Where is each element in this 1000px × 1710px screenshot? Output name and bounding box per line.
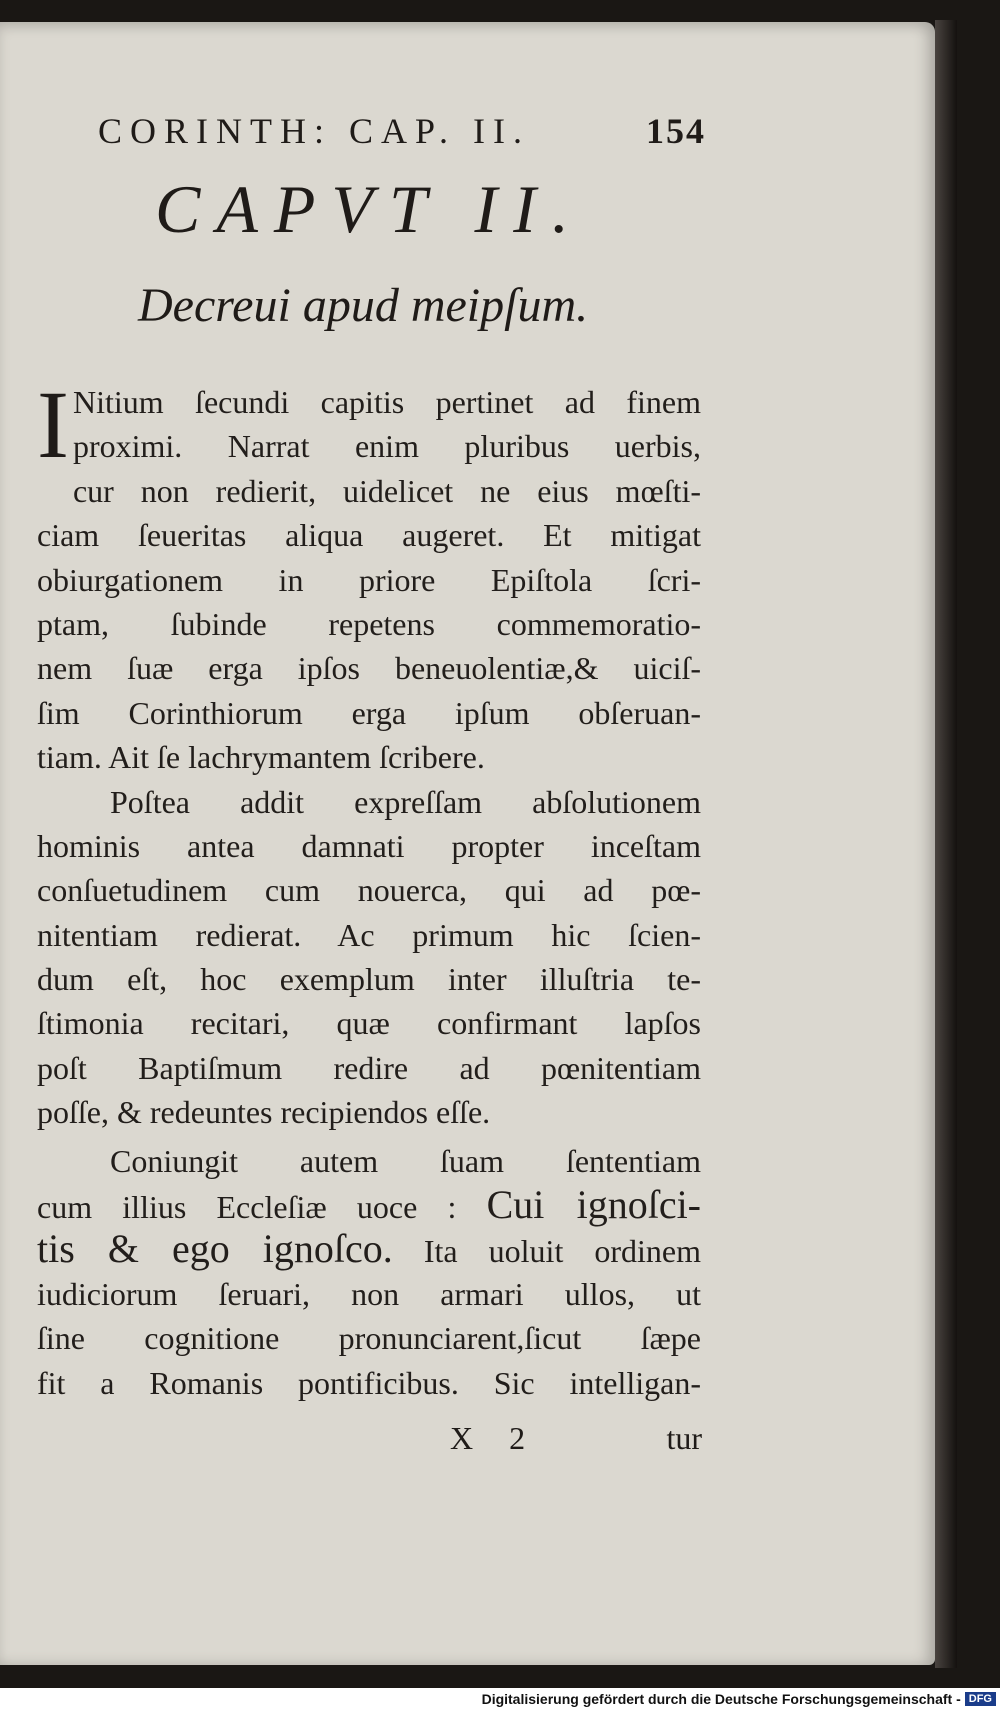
text-line: ciam ſeueritas aliqua augeret. Et mitigat [37, 517, 701, 554]
body-text [37, 371, 702, 1405]
text-line: ſine cognitione pronunciarent,ſicut ſæpe [37, 1320, 701, 1357]
incipit-heading: Decreui apud meipſum. [138, 279, 589, 332]
quotation-large-type: tis & ego ignoſco. [37, 1226, 393, 1272]
text-line: fit a Romanis pontificibus. Sic intelligan- [37, 1364, 701, 1401]
text-line: hominis antea damnati propter inceſtam [37, 827, 701, 864]
page-edge-shadow [935, 20, 957, 1668]
funding-credit: Digitalisierung gefördert durch die Deutsche Forschungsgemeinschaft - [481, 1691, 961, 1707]
text-line [37, 1183, 701, 1227]
text-line: nitentiam redierat. Ac primum hic ſcien- [37, 916, 701, 953]
running-head [98, 110, 706, 152]
text-line: Poſtea addit expreſſam abſolutionem [110, 783, 701, 820]
text-line: obiurgationem in priore Epiſtola ſcri- [37, 561, 701, 598]
paragraph-3 [37, 1139, 701, 1405]
text-line: proximi. Narrat enim pluribus uerbis, [72, 428, 701, 465]
text-line: poſſe, & redeuntes recipiendos eſſe. [37, 1094, 491, 1131]
text-line: ſim Corinthiorum erga ipſum obſeruan- [37, 694, 701, 731]
page-catchwords [450, 1420, 702, 1457]
text-line: tiam. Ait ſe lachrymantem ſcribere. [37, 739, 485, 776]
chapter-title: CAPVT II. [155, 171, 585, 247]
text-line: iudiciorum ſeruari, non armari ullos, ut [37, 1275, 701, 1312]
dfg-logo: DFG [965, 1692, 996, 1706]
text-line: poſt Baptiſmum redire ad pœnitentiam [37, 1049, 701, 1086]
text-line: dum eſt, hoc exemplum inter illuſtria te- [37, 961, 701, 998]
text-line: ptam, ſubinde repetens commemoratio- [37, 605, 701, 642]
text-line: Nitium ſecundi capitis pertinet ad finem [72, 384, 701, 420]
drop-capital: I [37, 371, 69, 478]
text-line: ſtimonia recitari, quæ confirmant lapſos [37, 1005, 701, 1042]
running-title: CORINTH: CAP. II. [98, 111, 531, 151]
text-line: cur non redierit, uidelicet ne eius mœſti- [72, 472, 701, 509]
paragraph-1 [37, 371, 701, 780]
quotation-large-type: Cui ignoſci- [486, 1182, 702, 1228]
text-line: Coniungit autem ſuam ſententiam [110, 1142, 701, 1179]
catchword: tur [666, 1420, 702, 1456]
text-line [37, 1227, 701, 1271]
digitization-footer [0, 1688, 1000, 1710]
paragraph-2 [37, 780, 701, 1135]
folio-number: 154 [646, 111, 706, 151]
text-line: conſuetudinem cum nouerca, qui ad pœ- [37, 872, 701, 909]
text-run: cum illius Eccleſiæ uoce : [37, 1189, 457, 1226]
text-line: nem ſuæ erga ipſos beneuolentiæ,& uiciſ- [37, 650, 701, 687]
signature-mark: X 2 [450, 1420, 540, 1456]
text-run: Ita uoluit ordinem [423, 1233, 702, 1270]
